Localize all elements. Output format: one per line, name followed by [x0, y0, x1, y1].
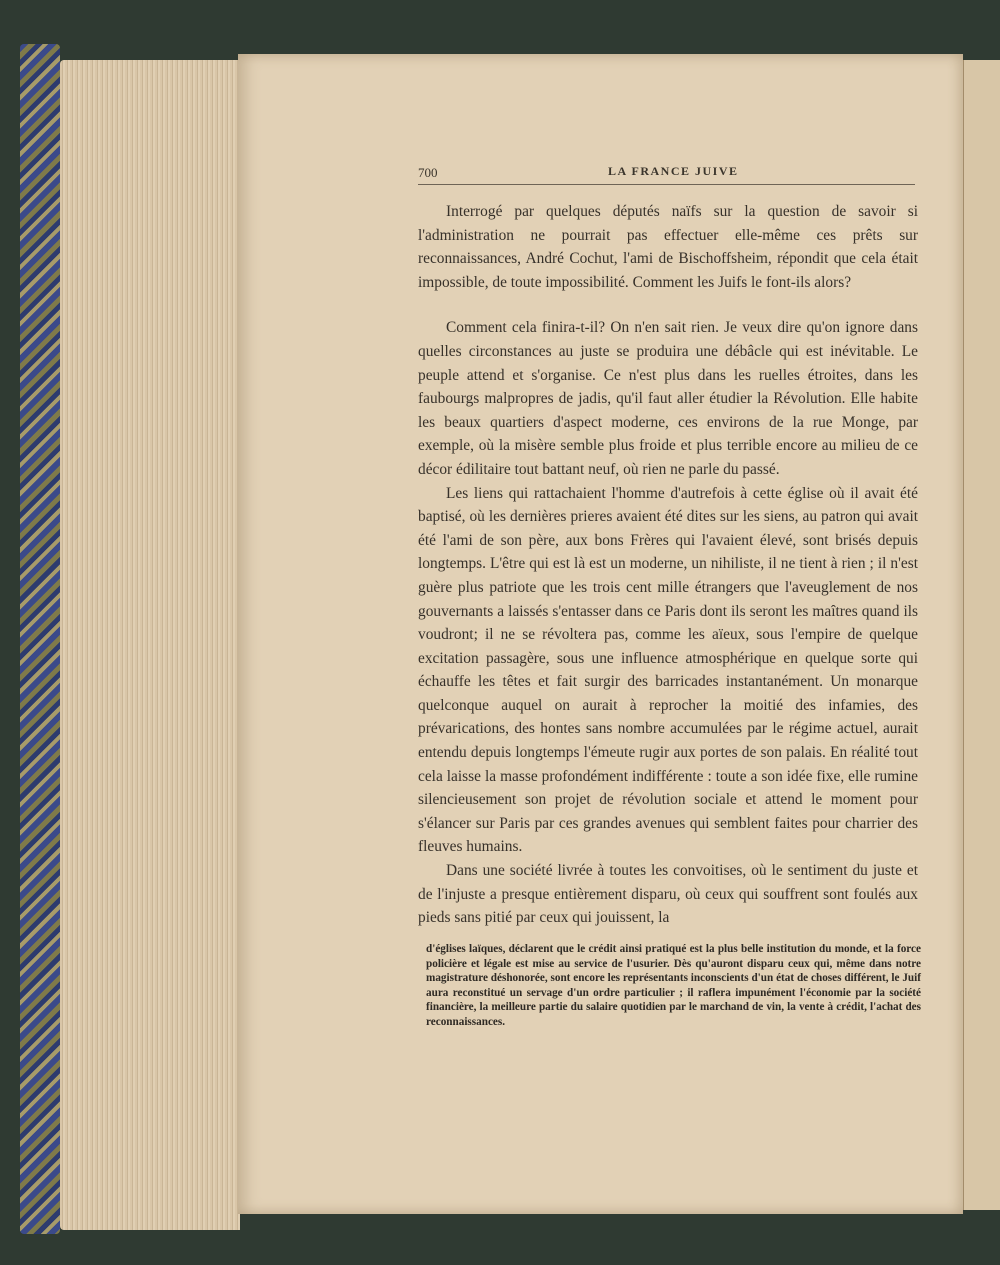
page-header: [418, 162, 915, 185]
paragraph: Interrogé par quelques députés naïfs sur la question de savoir si l'administration ne pourrait pas effectuer elle-même ces prêts sur reconnaissances, André Cochut, l'ami de Bischoffsheim, répondit que cela était impossible, de toute impossibilité. Comment les Juifs le font-ils alors?: [418, 203, 918, 291]
book-cover-left: [20, 44, 60, 1234]
book-page: [238, 54, 963, 1214]
page-stack: [60, 60, 240, 1230]
page-number: 700: [418, 165, 438, 180]
body-text: [418, 200, 918, 930]
footnote: [426, 942, 921, 1030]
paragraph: Les liens qui rattachaient l'homme d'autrefois à cette église où il avait été baptisé, où les dernières prieres avaient été dites sur les siens, au patron qui avait été l'ami de son père, aux bons Frères qui l'avaient élevé, sont brisés depuis longtemps. L'être qui est là est un moderne, un nihiliste, il ne tient à rien ; il n'est guère plus patriote que les trois cent mille étrangers que l'aveuglement de nos gouvernants a laissés s'entasser dans ce Paris dont ils seront les maîtres quand ils voudront; il ne se révoltera pas, comme les aïeux, sous l'empire de quelque excitation passagère, sous une influence atmosphérique en quelque sorte qui échauffe les têtes et fait surgir des barricades instantanément. Un monarque quelconque auquel on aurait à reprocher la moitié des infamies, des prévarications, des hontes sans nombre accumulées par le régime actuel, aurait entendu depuis longtemps l'émeute rugir aux portes de son palais. En réalité tout cela laisse la masse profondément indifférente : toute a son idée fixe, elle rumine silencieusement son projet de révolution sociale et attend le moment pour s'élancer sur Paris par ces grandes avenues qui semblent faites pour charrier des fleuves humains.: [418, 484, 918, 856]
paragraph: Dans une société livrée à toutes les convoitises, où le sentiment du juste et de l'injuste a presque entièrement disparu, où ceux qui souffrent sont foulés aux pieds sans pitié par ceux qui jouissent, la: [418, 862, 918, 927]
section-gap: [418, 294, 918, 316]
running-title: LA FRANCE JUIVE: [608, 164, 739, 178]
next-page-edge: [962, 60, 1000, 1210]
paragraph: Comment cela finira-t-il? On n'en sait rien. Je veux dire qu'on ignore dans quelles circonstances au juste se produira une débâcle qui est inévitable. Le peuple attend et s'organise. Ce n'est plus dans les ruelles étroites, dans les faubourgs malpropres de jadis, qu'il faut aller étudier la Révolution. Elle habite les beaux quartiers d'aspect moderne, ces environs de la rue Monge, par exemple, où la misère semble plus froide et plus terrible encore au milieu de ce décor édilitaire tout battant neuf, où rien ne parle du passé.: [418, 319, 918, 478]
footnote-text: d'églises laïques, déclarent que le crédit ainsi pratiqué est la plus belle institution du monde, et la force policière et légale est mise au service de l'usurier. Dès qu'auront disparu ceux qui, même dans notre magistrature déshonorée, sont encore les représentants inconscients d'un état de choses différent, le Juif aura reconstitué un servage d'un ordre particulier ; il raflera impunément l'économie par la société financière, la meilleure partie du salaire quotidien par le marchand de vin, la vente à crédit, l'achat des reconnaissances.: [426, 943, 921, 1028]
